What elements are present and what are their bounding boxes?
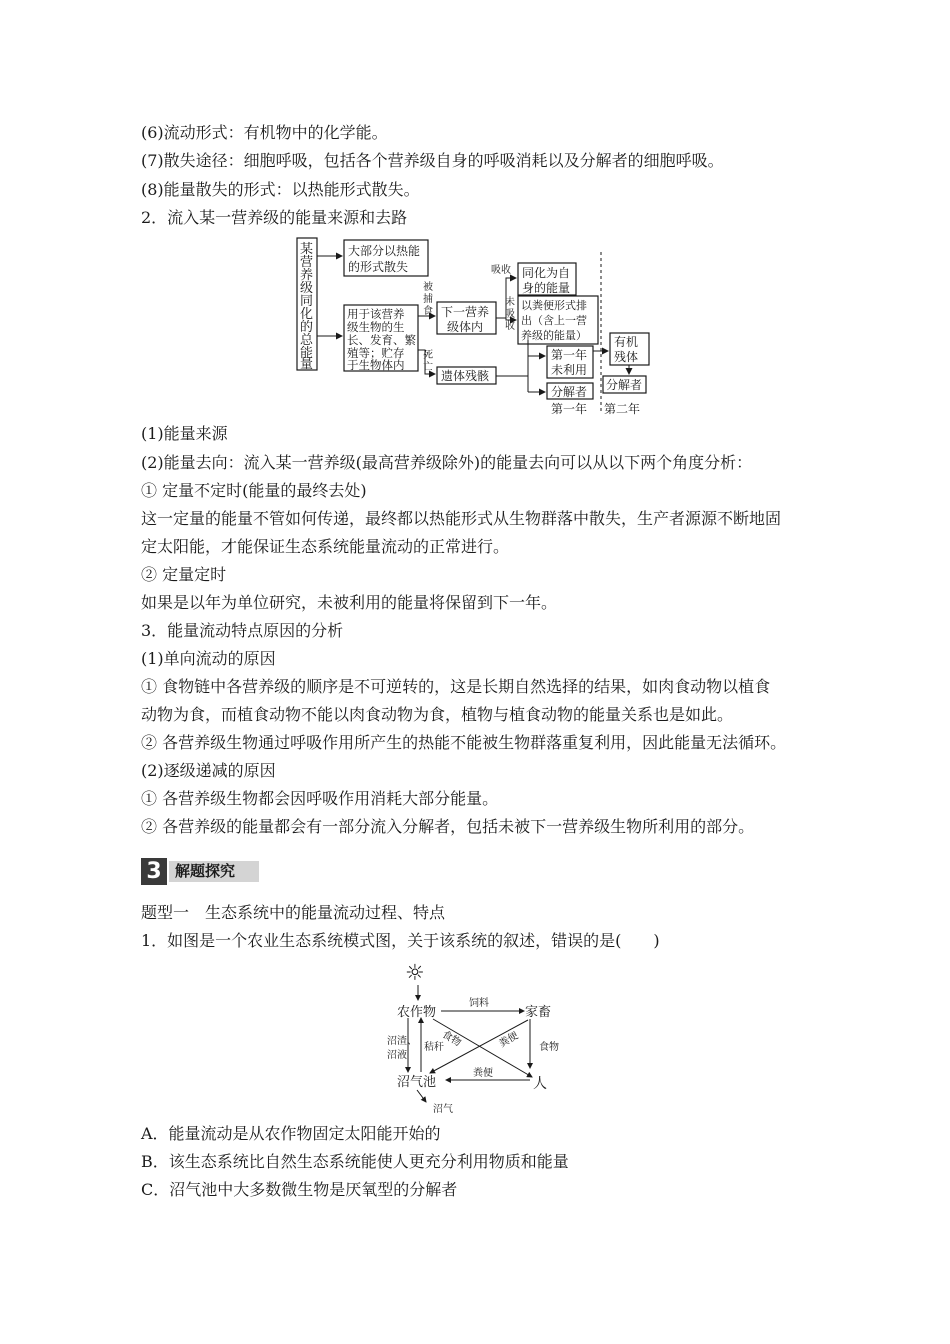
second-year-label: 第二年 (604, 402, 641, 416)
food-label: 食物 (539, 1042, 559, 1053)
text-line: (1)单向流动的原因 (141, 649, 276, 668)
feces-label: 以粪便形式排 出（含上一营 养级的能量） (521, 299, 587, 342)
human-label: 人 (533, 1076, 547, 1092)
food-label: 食物 (439, 1029, 463, 1049)
manure-label: 粪便 (497, 1030, 521, 1050)
section-title: 解题探究 (169, 861, 259, 882)
residue-label: 沼渣、 沼液 (387, 1036, 417, 1061)
option-c: C．沼气池中大多数微生物是厌氧型的分解者 (141, 1180, 458, 1199)
text-line: (1)能量来源 (141, 424, 228, 443)
question-type: 题型一 生态系统中的能量流动过程、特点 (141, 903, 446, 922)
text-line: ① 各营养级生物都会因呼吸作用消耗大部分能量。 (141, 789, 499, 808)
total-energy-label: 某 营 养 级 同 化 的 总 能 量 (300, 242, 314, 372)
first-year-label: 第一年 (551, 402, 588, 416)
text-line: (8)能量散失的形式：以热能形式散失。 (141, 180, 420, 199)
option-b: B．该生态系统比自然生态系统能使人更充分利用物质和能量 (141, 1152, 569, 1171)
biogas-pool-label: 沼气池 (397, 1075, 437, 1090)
text-line: (2)逐级递减的原因 (141, 761, 276, 780)
text-line: 动物为食，而植食动物不能以肉食动物为食，植物与植食动物的能量关系也是如此。 (141, 705, 734, 724)
eaten-label: 被 捕 食 (423, 282, 433, 317)
next-level-label: 下一营养 级体内 (441, 305, 490, 334)
organic-remains-label: 有机 残体 (614, 335, 639, 364)
not-absorbed-label: 未 吸 收 (505, 297, 515, 332)
heat-loss-label: 大部分以热能 的形式散失 (348, 244, 421, 274)
option-a: A．能量流动是从农作物固定太阳能开始的 (141, 1124, 441, 1143)
livestock-label: 家畜 (525, 1005, 552, 1020)
text-line: ② 各营养级的能量都会有一部分流入分解者，包括未被下一营养级生物所利用的部分。 (141, 817, 755, 836)
text-line: ② 各营养级生物通过呼吸作用所产生的热能不能被生物群落重复利用，因此能量无法循环。 (141, 733, 787, 752)
text-line: 2．流入某一营养级的能量来源和去路 (141, 208, 408, 227)
sun-icon: ☼ (405, 961, 425, 986)
manure-label: 粪便 (473, 1068, 493, 1079)
text-line: 3．能量流动特点原因的分析 (141, 621, 344, 640)
text-line: (6)流动形式：有机物中的化学能。 (141, 123, 388, 142)
decomposer-label: 分解者 (551, 385, 588, 399)
text-line: (2)能量去向：流入某一营养级(最高营养级除外)的能量去向可以从以下两个角度分析： (141, 453, 753, 472)
growth-label: 用于该营养 级生物的生 长、发育、繁 殖等；贮存 于生物体内 (347, 307, 416, 372)
straw-label: 秸秆 (424, 1042, 444, 1053)
text-line: 如果是以年为单位研究，未被利用的能量将保留到下一年。 (141, 593, 558, 612)
text-line: 定太阳能，才能保证生态系统能量流动的正常进行。 (141, 537, 510, 556)
section-number: 3 (141, 858, 167, 885)
text-line: ② 定量定时 (141, 565, 227, 584)
death-label: 死 亡 (423, 350, 433, 373)
question-stem: 1．如图是一个农业生态系统模式图，关于该系统的叙述，错误的是( ) (141, 931, 660, 950)
remains-label: 遗体残骸 (441, 369, 490, 383)
text-line: 这一定量的能量不管如何传递，最终都以热能形式从生物群落中散失，生产者源源不断地固 (141, 509, 782, 528)
biogas-label: 沼气 (433, 1104, 453, 1115)
text-line: ① 食物链中各营养级的顺序是不可逆转的，这是长期自然选择的结果，如肉食动物以植食 (141, 677, 771, 696)
text-line: (7)散失途径：细胞呼吸，包括各个营养级自身的呼吸消耗以及分解者的细胞呼吸。 (141, 151, 724, 170)
unused-first-year-label: 第一年 未利用 (551, 348, 588, 377)
text-line: ① 定量不定时(能量的最终去处) (141, 481, 367, 500)
absorbed-label: 吸收 (491, 265, 511, 276)
crops-label: 农作物 (397, 1005, 437, 1020)
decomposer-label: 分解者 (606, 378, 643, 392)
assimilated-label: 同化为自 身的能量 (522, 266, 571, 295)
feed-label: 饲料 (469, 998, 489, 1009)
